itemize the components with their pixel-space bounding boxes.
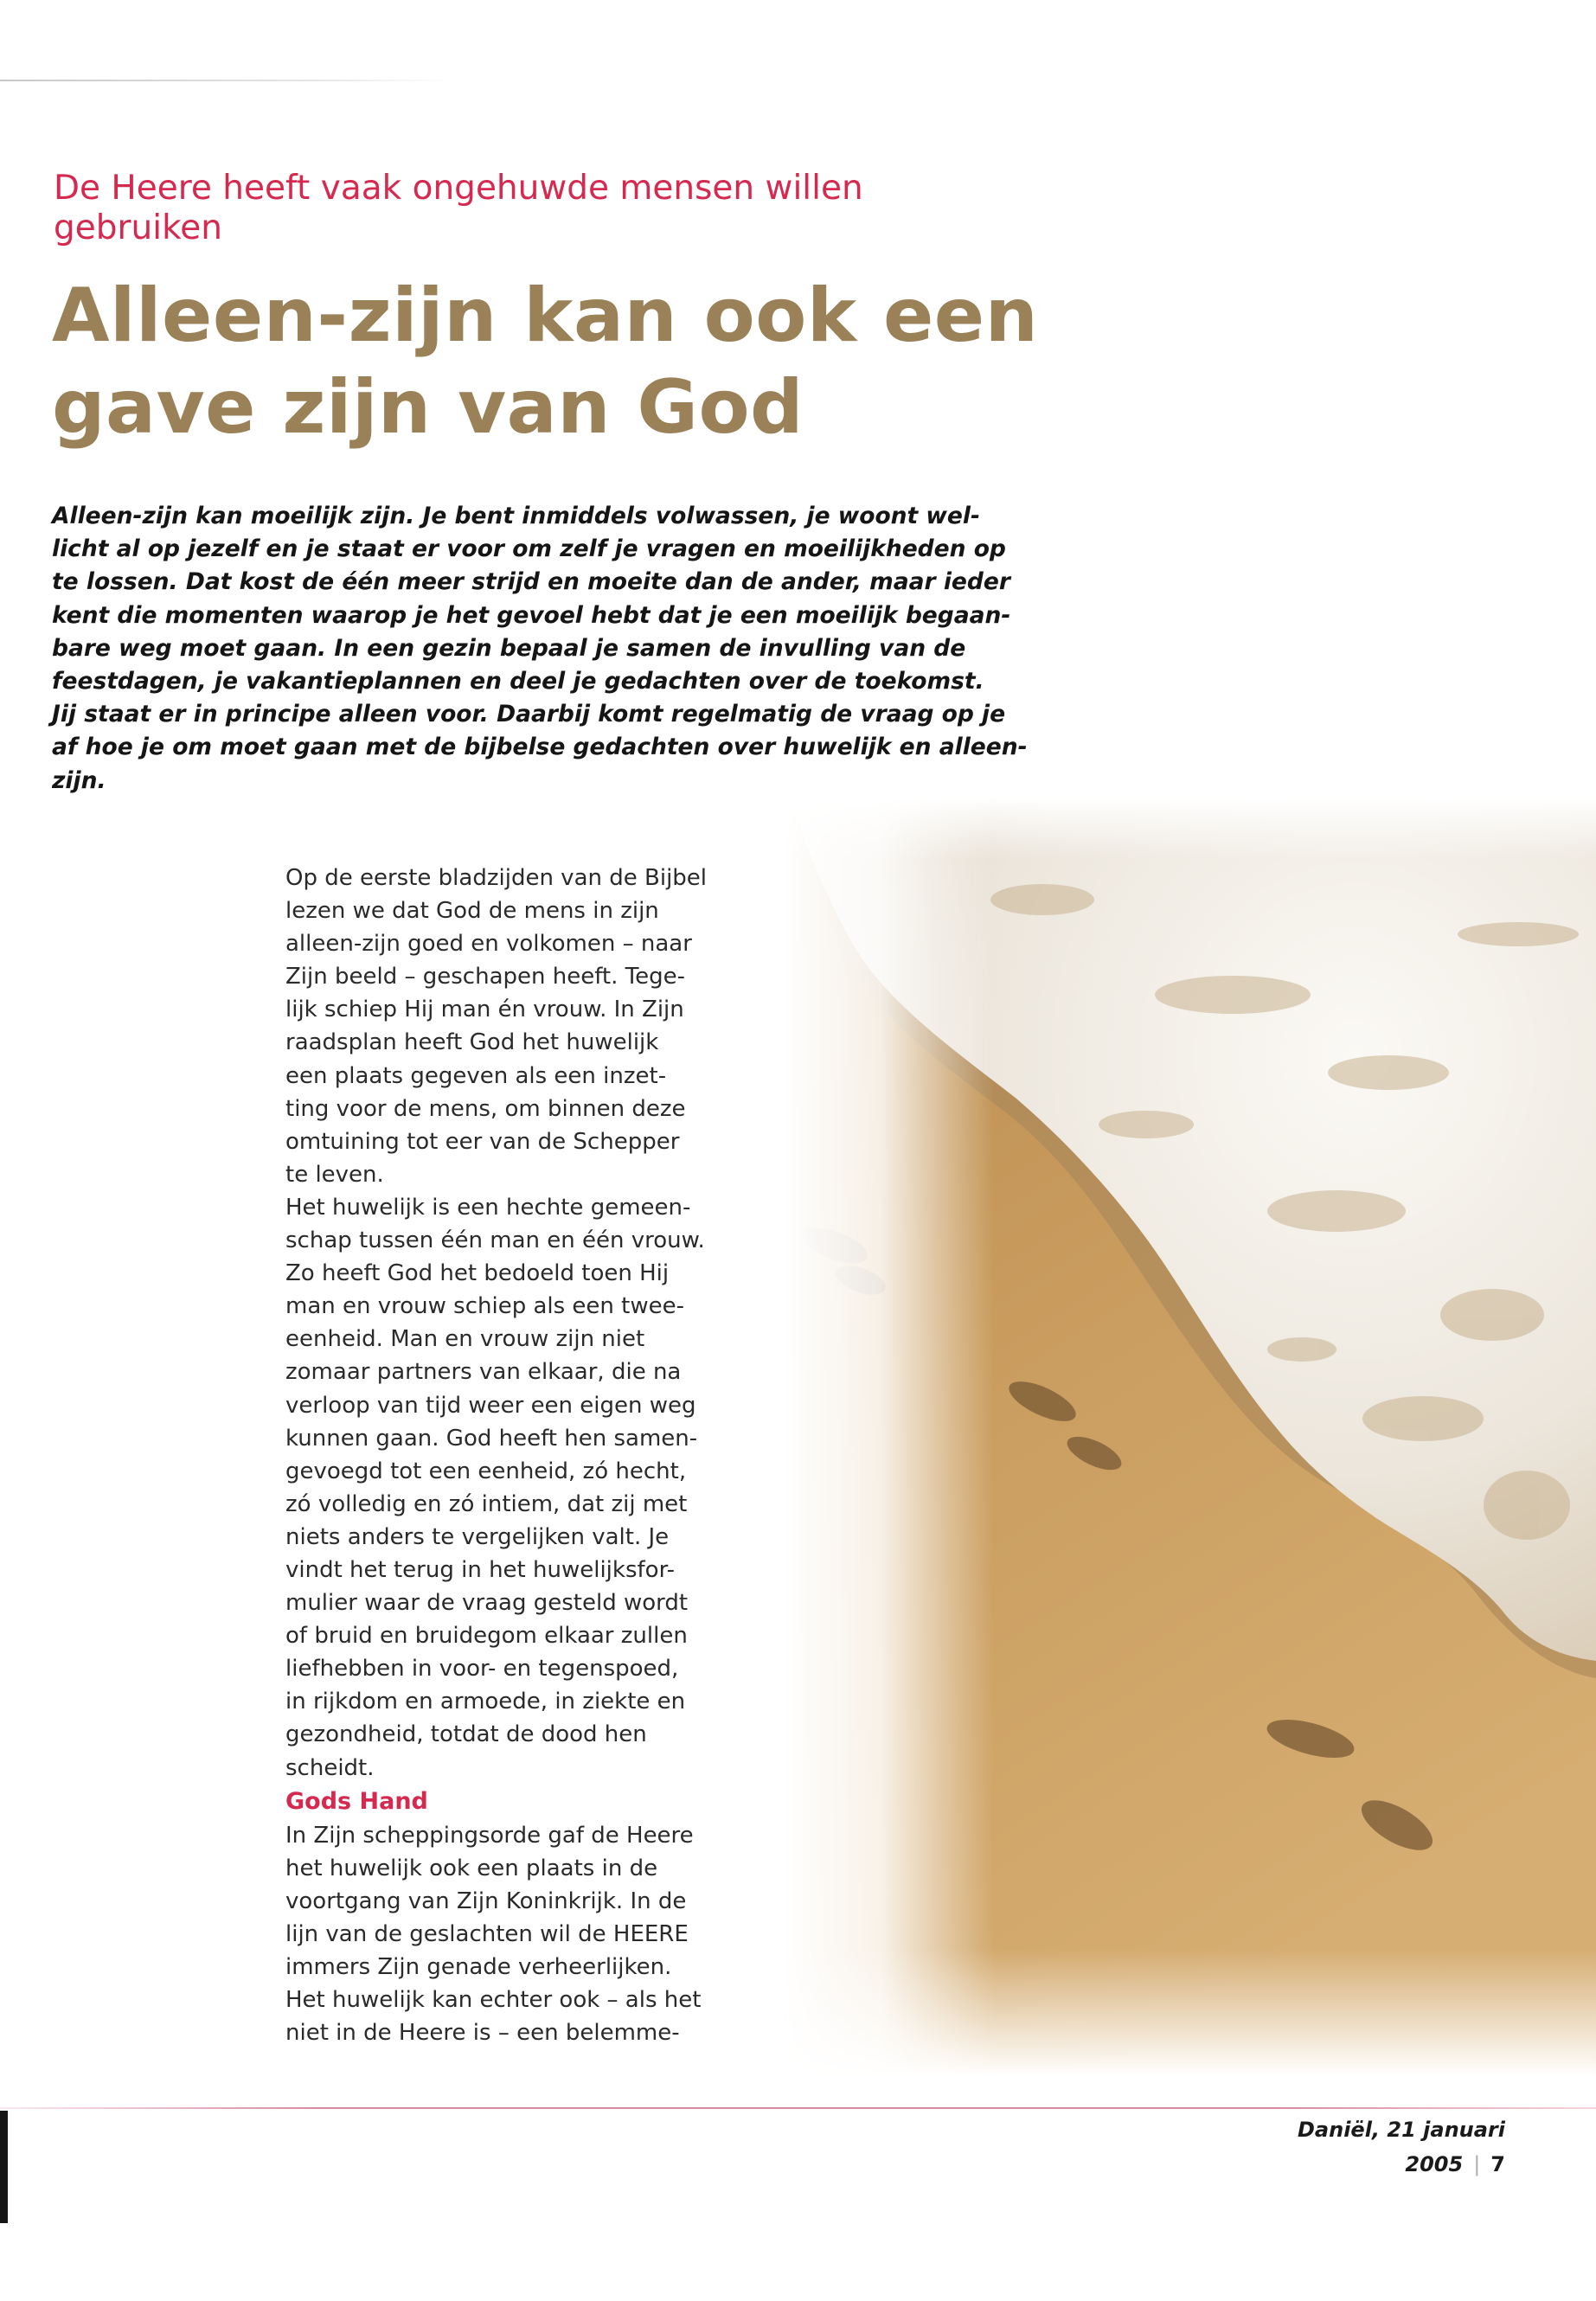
beach-footprints-photo: [783, 796, 1596, 2076]
footer-separator: |: [1473, 2152, 1481, 2176]
beach-photo-illustration: [783, 796, 1596, 2076]
top-rule: [0, 80, 450, 81]
article-kicker: De Heere heeft vaak ongehuwde mensen willen gebruiken: [54, 169, 863, 247]
body-paragraph: Op de eerste bladzijden van de Bijbel lezen we dat God de mens in zijn alleen-zijn goed en volkomen – naar Zijn beeld – geschapen heeft. Tege- lijk schiep Hij man én vrouw. In Zijn raadsplan heeft God het huwelijk een plaats gegeven als een inzet- ting voor de mens, om binnen deze omtuining tot eer van de Schepper te leven.: [285, 865, 708, 1188]
footer-rule: [0, 2107, 1596, 2109]
article-headline: Alleen-zijn kan ook een gave zijn van God: [52, 272, 1039, 451]
issue-date: Daniël, 21 januari 2005: [1297, 2118, 1505, 2176]
article-intro: Alleen-zijn kan moeilijk zijn. Je bent inmiddels volwassen, je woont wel- licht al op jezelf en je staat er voor om zelf je vragen en moeilijkheden op te lossen. Dat kost de één meer strijd en moeite dan de ander, maar ieder kent die momenten waarop je het gevoel hebt dat je een moeilijk begaan- bare weg moet gaan. In een gezin bepaal je samen de invulling van de feestdagen, je vakantieplannen en deel je gedachten over de toekomst. Jij staat er in principe alleen voor. Daarbij komt regelmatig de vraag op je af hoe je om moet gaan met de bijbelse gedachten over huwelijk en alleen- zijn.: [52, 503, 1028, 794]
page-footer: [1194, 2112, 1505, 2176]
section-subheading: Gods Hand: [285, 1787, 428, 1815]
body-paragraph: Het huwelijk is een hechte gemeen- schap tussen één man en één vrouw. Zo heeft God het bedoeld toen Hij man en vrouw schiep als een twee- eenheid. Man en vrouw zijn niet zomaar partners van elkaar, die na verloop van tijd weer een eigen weg kunnen gaan. God heeft hen samen- gevoegd tot een eenheid, zó hecht, zó volledig en zó intiem, dat zij met niets anders te vergelijken valt. Je vindt het terug in het huwelijksfor- mulier waar de vraag gesteld wordt of bruid en bruidegom elkaar zullen liefhebben in voor- en tegenspoed, in rijkdom en armoede, in ziekte en gezondheid, totdat de dood hen scheidt.: [285, 1194, 705, 1781]
photo-fade-top: [783, 796, 1596, 2076]
body-paragraph: In Zijn scheppingsorde gaf de Heere het huwelijk ook een plaats in de voortgang van Zijn Koninkrijk. In de lijn van de geslachten wil de HEERE immers Zijn genade verheerlijken. Het huwelijk kan echter ook – als het niet in de Heere is – een belemme-: [285, 1822, 702, 2047]
page-edge-bar: [0, 2111, 8, 2223]
page-number: 7: [1490, 2152, 1505, 2176]
article-body: [285, 862, 753, 2049]
